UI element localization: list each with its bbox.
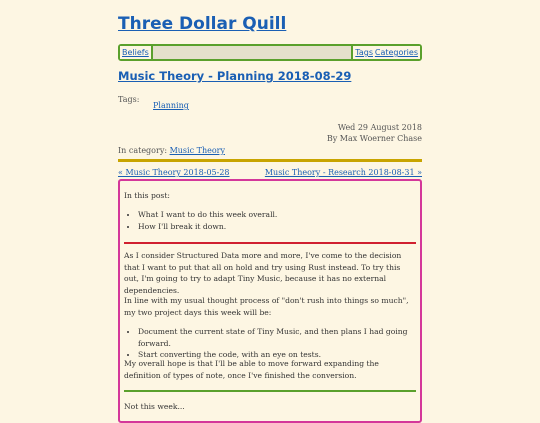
- plan-item: • Document the current state of Tiny Music, and then plans I had going forward.: [138, 326, 422, 349]
- post-date: Wed 29 August 2018: [337, 123, 422, 132]
- toc-list: [120, 209, 422, 232]
- category-link[interactable]: Music Theory: [169, 146, 225, 155]
- nav-bar: [118, 44, 422, 61]
- toc-item: • How I'll break it down.: [138, 221, 422, 233]
- post-author: By Max Woerner Chase: [326, 134, 422, 143]
- content-paragraph: In line with my usual thought process of "don't rush into things so much", my two project days this week will be:: [124, 296, 409, 317]
- content-intro: In this post:: [124, 191, 170, 200]
- nav-categories-link[interactable]: Categories: [374, 48, 418, 57]
- site-title-link[interactable]: Three Dollar Quill: [118, 14, 287, 34]
- content-paragraph: As I consider Structured Data more and more, I've come to the decision that I want to put that all on hold and try using Rust instead. To try this out, I'm going to try to adapt Tiny Music, because it has no external dependencies.: [124, 251, 402, 295]
- category-label: In category:: [118, 146, 168, 155]
- divider: [118, 159, 422, 162]
- post-category: [118, 146, 225, 155]
- prev-post-link[interactable]: « Music Theory 2018-05-28: [118, 168, 230, 177]
- next-post-link[interactable]: Music Theory - Research 2018-08-31 »: [264, 168, 422, 177]
- plan-item: • Start converting the code, with an eye on tests.: [138, 349, 422, 361]
- tag-planning-link[interactable]: Planning: [153, 101, 189, 110]
- content-paragraph: My overall hope is that I'll be able to move forward expanding the definition of types of note, once I've finished the conversion.: [124, 359, 379, 380]
- plan-list: [120, 326, 422, 361]
- post-content: [118, 179, 422, 423]
- tags-label: Tags:: [118, 95, 140, 104]
- post-title-link[interactable]: Music Theory - Planning 2018-08-29: [118, 69, 352, 83]
- section-divider: [124, 242, 416, 244]
- nav-tags-link[interactable]: Tags: [351, 46, 377, 59]
- nav-beliefs-link[interactable]: Beliefs: [120, 46, 153, 59]
- section-divider: [124, 390, 416, 392]
- toc-item: • What I want to do this week overall.: [138, 209, 422, 221]
- content-paragraph: Not this week...: [124, 402, 185, 411]
